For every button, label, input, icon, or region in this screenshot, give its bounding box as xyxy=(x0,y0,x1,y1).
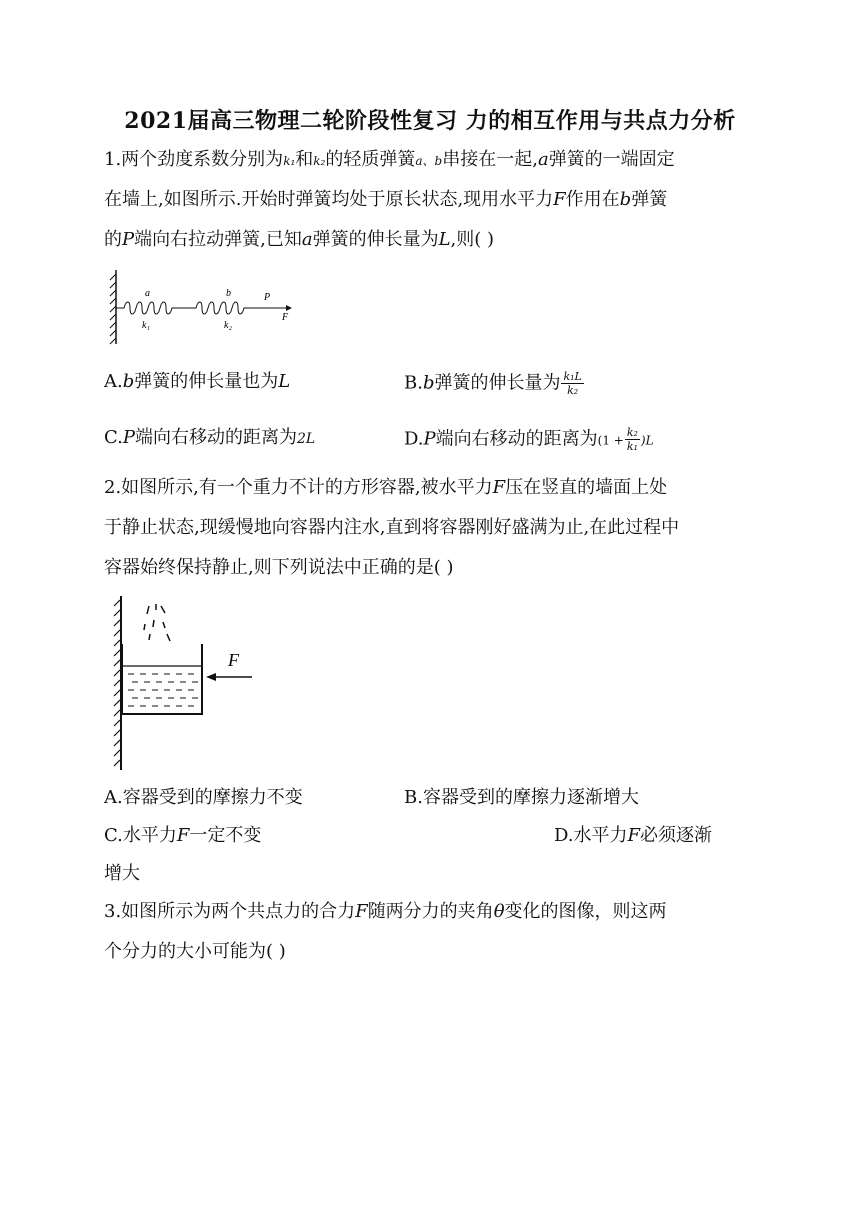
force-arrow-icon xyxy=(206,673,216,681)
spring-b xyxy=(188,302,264,314)
label-b: b xyxy=(226,288,231,299)
label-F: F xyxy=(282,312,289,323)
label-k1: k₁ xyxy=(142,320,150,331)
fraction-k1L-over-k2: $\frac{\text{k₁L}}{\text{k₂}}$ xyxy=(563,370,582,397)
q2-option-c[interactable]: C.水平力F一定不变 xyxy=(104,825,262,846)
spring-a xyxy=(116,302,188,314)
q1-stem-line-2: 在墙上,如图所示.开始时弹簧均处于原长状态,现用水平力F作用在b弹簧 xyxy=(104,189,668,210)
q3-stem-line-2: 个分力的大小可能为( ) xyxy=(104,941,286,962)
q1-option-a[interactable]: A.b弹簧的伸长量也为L xyxy=(104,371,291,392)
q2-option-d[interactable]: D.水平力F必须逐渐 xyxy=(554,825,713,846)
water-dashes xyxy=(128,674,198,706)
label-P: P xyxy=(264,292,271,303)
q1-option-b[interactable]: B.b弹簧的伸长量为 $\frac{\text{k₁L}}{\text{k₂}}$ xyxy=(404,370,582,397)
water-drops xyxy=(144,604,170,641)
page-title: 2021届高三物理二轮阶段性复习 力的相互作用与共点力分析 xyxy=(124,108,736,134)
q2-option-a[interactable]: A.容器受到的摩擦力不变 xyxy=(104,787,303,808)
label-F: F xyxy=(228,650,239,670)
fraction-k2-over-k1: $\frac{\text{k₂}}{\text{k₁}}$ xyxy=(626,426,638,453)
q1-stem-line-3: 的P端向右拉动弹簧,已知a弹簧的伸长量为L,则( ) xyxy=(104,229,495,250)
q2-stem-line-2: 于静止状态,现缓慢地向容器内注水,直到将容器刚好盛满为止,在此过程中 xyxy=(104,517,680,538)
container-walls xyxy=(122,644,202,714)
q2-stem-line-3: 容器始终保持静止,则下列说法中正确的是( ) xyxy=(104,557,454,578)
force-arrow-icon xyxy=(286,305,292,311)
q3-stem-line-1: 3.如图所示为两个共点力的合力F随两分力的夹角θ变化的图像，则这两 xyxy=(104,901,667,922)
q2-stem-line-1: 2.如图所示,有一个重力不计的方形容器,被水平力F压在竖直的墙面上处 xyxy=(104,477,668,498)
q2-option-d-continued: 增大 xyxy=(104,863,140,884)
springs-figure xyxy=(104,268,304,348)
label-k2: k₂ xyxy=(224,320,232,331)
q1-option-c[interactable]: C.P端向右移动的距离为2L xyxy=(104,427,316,448)
q1-stem-line-1: 1.两个劲度系数分别为k₁和k₂的轻质弹簧a、b串接在一起,a弹簧的一端固定 xyxy=(104,149,675,170)
label-a: a xyxy=(145,288,150,299)
q2-option-b[interactable]: B.容器受到的摩擦力逐渐增大 xyxy=(404,787,639,808)
q1-option-d[interactable]: D.P端向右移动的距离为(1 + $\frac{\text{k₂}}{\text{k₁}}$ )L xyxy=(404,426,654,453)
container-figure xyxy=(104,594,264,772)
